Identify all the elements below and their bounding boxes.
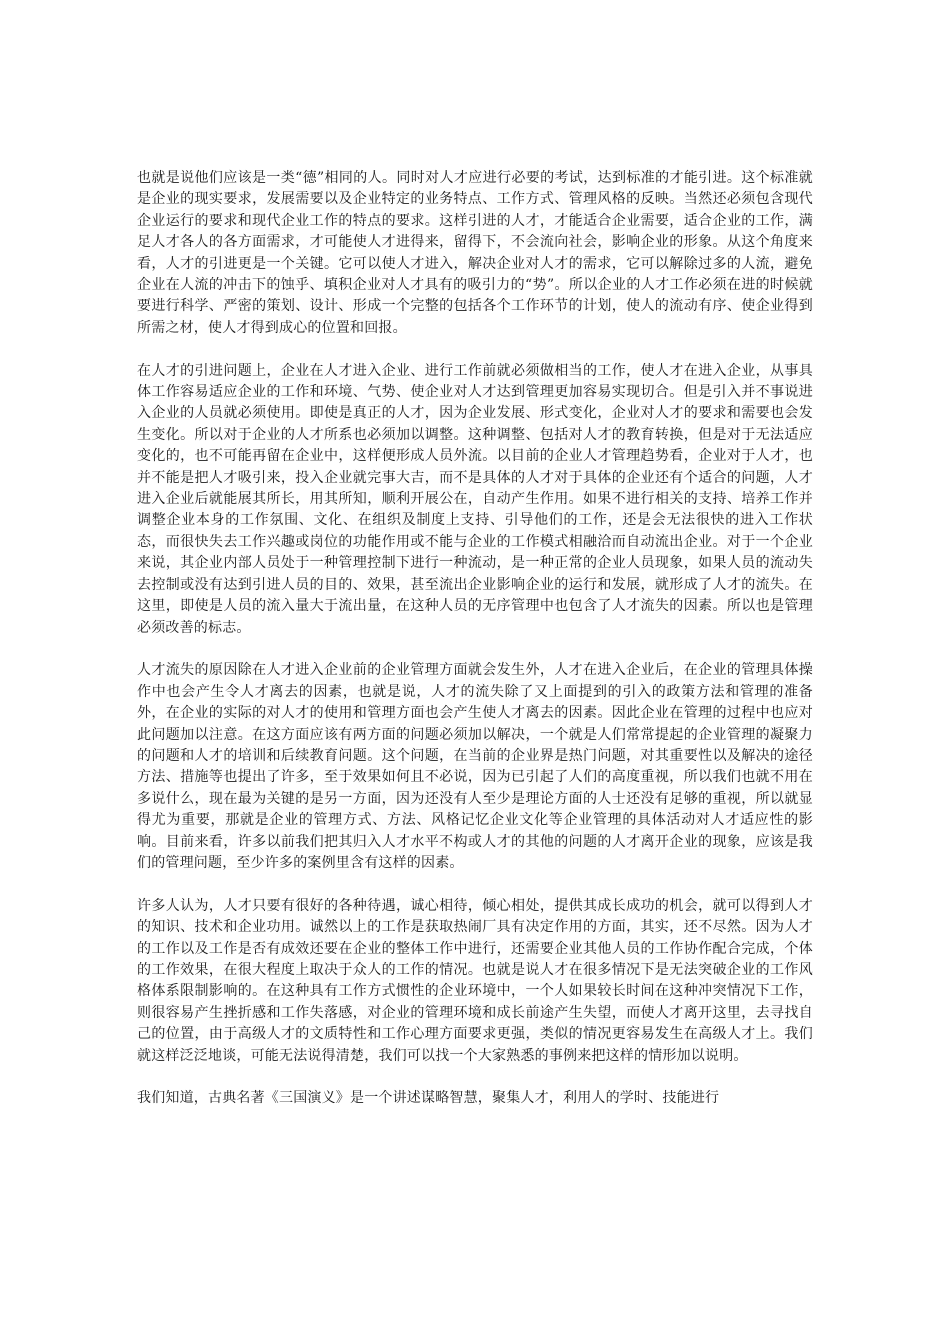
paragraph-3: 人才流失的原因除在人才进入企业前的企业管理方面就会发生外，人才在进入企业后，在企业的管理具体操作中也会产生令人才离去的因素，也就是说，人才的流失除了又上面提到的引入的政策方法和管理的准备外，在企业的实际的对人才的使用和管理方面也会产生使人才离去的因素。因此企业在管理的过程中也应对此问题加以注意。在这方面应该有两方面的问题必须加以解决，一个就是人们常常提起的企业管理的凝聚力的问题和人才的培训和后续教育问题。这个问题，在当前的企业界是热门问题，对其重要性以及解决的途径方法、措施等也提出了许多，至于效果如何且不必说，因为已引起了人们的高度重视，所以我们也就不用在多说什么，现在最为关键的是另一方面，因为还没有人至少是理论方面的人士还没有足够的重视，所以就显得尤为重要，那就是企业的管理方式、方法、风格记忆企业文化等企业管理的具体活动对人才适应性的影响。目前来看，许多以前我们把其归入人才水平不构或人才的其他的问题的人才离开企业的现象，应该是我们的管理问题，至少许多的案例里含有这样的因素。 bbox=[137, 662, 813, 871]
document-body bbox=[137, 168, 813, 1131]
paragraph-5: 我们知道，古典名著《三国演义》是一个讲述谋略智慧，聚集人才，利用人的学时、技能进行 bbox=[137, 1090, 720, 1107]
paragraph-1: 也就是说他们应该是一类“德”相同的人。同时对人才应进行必要的考试，达到标准的才能引进。这个标准就是企业的现实要求，发展需要以及企业特定的业务特点、工作方式、管理风格的反映。当然还必须包含现代企业运行的要求和现代企业工作的特点的要求。这样引进的人才，才能适合企业需要，适合企业的工作，满足人才各人的各方面需求，才可能使人才进得来，留得下，不会流向社会，影响企业的形象。从这个角度来看，人才的引进更是一个关键。它可以使人才进入，解决企业对人才的需求，它可以解除过多的人流，避免企业在人流的冲击下的蚀乎、填积企业对人才具有的吸引力的“势”。所以企业的人才工作必须在进的时候就要进行科学、严密的策划、设计、形成一个完整的包括各个工作环节的计划，使人的流动有序、使企业得到所需之材，使人才得到成心的位置和回报。 bbox=[137, 170, 813, 336]
paragraph-4: 许多人认为，人才只要有很好的各种待遇，诚心相待，倾心相处，提供其成长成功的机会，就可以得到人才的知识、技术和企业功用。诚然以上的工作是获取热闹厂具有决定作用的方面，其实，还不尽然。因为人才的工作以及工作是否有成效还要在企业的整体工作中进行，还需要企业其他人员的工作协作配合完成，个体的工作效果，在很大程度上取决于众人的工作的情况。也就是说人才在很多情况下是无法突破企业的工作风格体系限制影响的。在这种具有工作方式惯性的企业环境中，一个人如果较长时间在这种冲突情况下工作，则很容易产生挫折感和工作失落感，对企业的管理环境和成长前途产生失望，而使人才离开这里，去寻找自己的位置，由于高级人才的文质特性和工作心理方面要求更强，类似的情况更容易发生在高级人才上。我们就这样泛泛地谈，可能无法说得清楚，我们可以找一个大家熟悉的事例来把这样的情形加以说明。 bbox=[137, 897, 813, 1064]
paragraph-2: 在人才的引进问题上，企业在人才进入企业、进行工作前就必须做相当的工作，使人才在进入企业，从事具体工作容易适应企业的工作和环境、气势、使企业对人才达到管理更加容易实现切合。但是引入并不事说进入企业的人员就必须使用。即使是真正的人才，因为企业发展、形式变化，企业对人才的要求和需要也会发生变化。所以对于企业的人才所系也必须加以调整。这种调整、包括对人才的教育转换，但是对于无法适应变化的，也不可能再留在企业中，这样便形成人员外流。以目前的企业人才管理趋势看，企业对于人才，也并不能是把人才吸引来，投入企业就完事大吉，而不是具体的人才对于具体的企业还有个适合的问题，人才进入企业后就能展其所长，用其所知，顺利开展公在，自动产生作用。如果不进行相关的支持、培养工作并调整企业本身的工作氛围、文化、在组织及制度上支持、引导他们的工作，还是会无法很快的进入工作状态，而很快失去工作兴趣或岗位的功能作用或不能与企业的工作模式相融洽而自动流出企业。对于一个企业来说，其企业内部人员处于一种管理控制下进行一种流动，是一种正常的企业人员现象，如果人员的流动失去控制或没有达到引进人员的目的、效果，甚至流出企业影响企业的运行和发展，就形成了人才的流失。在这里，即使是人员的流入量大于流出量，在这种人员的无序管理中也包含了人才流失的因素。所以也是管理必须改善的标志。 bbox=[137, 362, 813, 636]
